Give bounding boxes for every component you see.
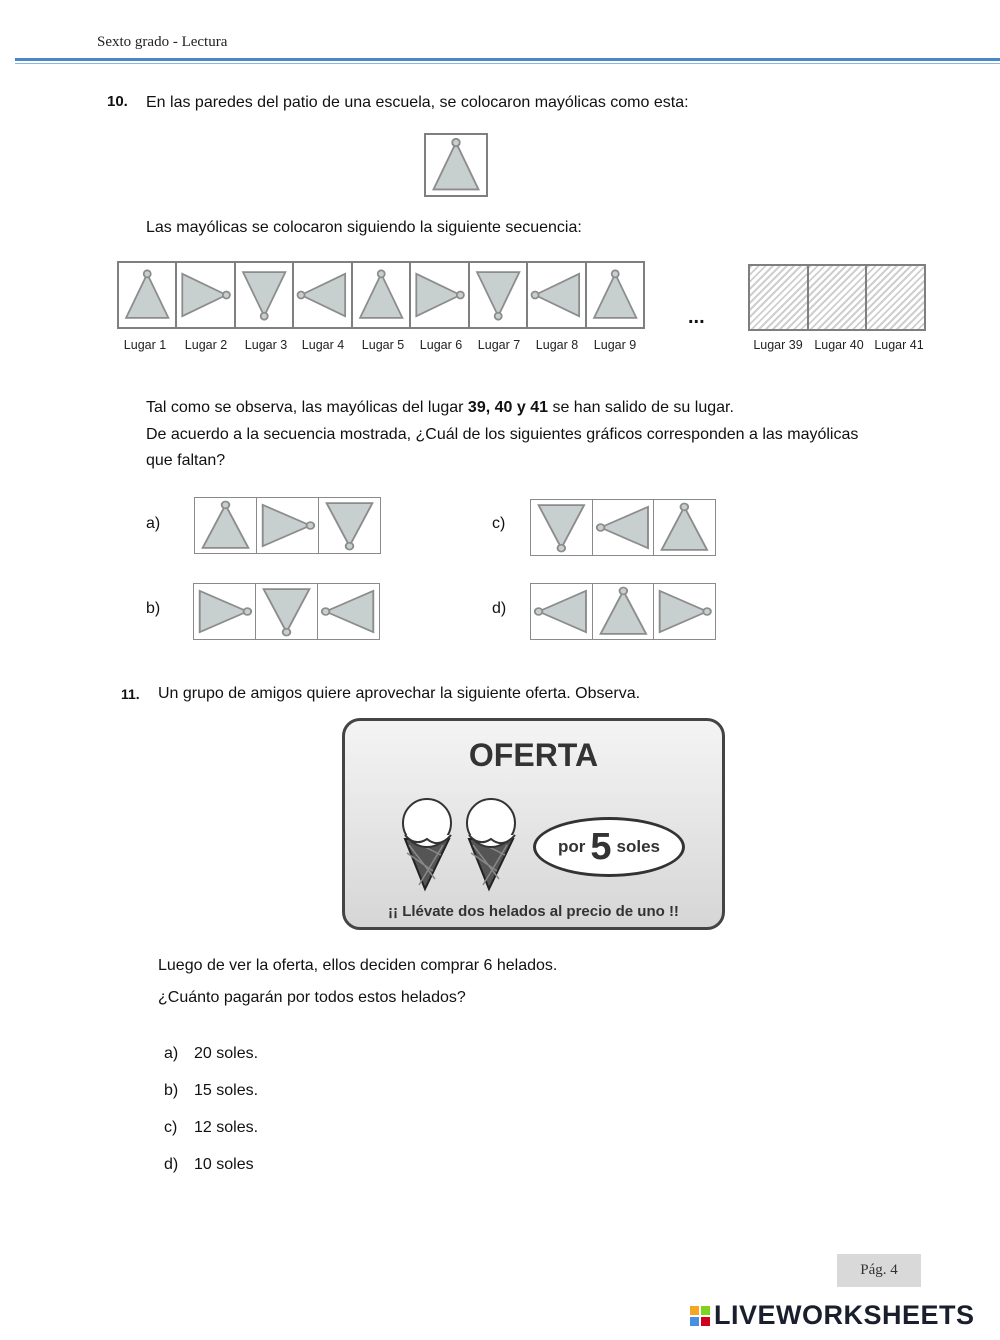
seq-tile-3	[236, 263, 294, 327]
answer-b-text[interactable]: 15 soles.	[194, 1082, 259, 1099]
price-currency: soles	[616, 837, 660, 856]
brand-name: LIVEWORKSHEETS	[714, 1300, 975, 1330]
sequence-ellipsis: ...	[688, 306, 705, 328]
option-c-label[interactable]: c)	[492, 515, 506, 532]
missing-tile-40	[809, 266, 868, 329]
seq-tile-4	[294, 263, 352, 327]
q10-question-line2: que faltan?	[146, 452, 226, 469]
lugar-label-6: Lugar 6	[419, 338, 463, 352]
offer-title: OFERTA	[468, 737, 599, 773]
seq-tile-8	[528, 263, 586, 327]
lugar-label-9: Lugar 9	[593, 338, 637, 352]
option-a-label[interactable]: a)	[146, 515, 161, 532]
lugar-label-8: Lugar 8	[535, 338, 579, 352]
seq-tile-2	[177, 263, 235, 327]
q10-number: 10.	[107, 93, 128, 110]
price-value: 5	[590, 825, 612, 868]
q10-bold-numbers: 39, 40 y 41	[467, 399, 548, 416]
offer-tagline: ¡¡ Llévate dos helados al precio de uno !!	[388, 903, 679, 920]
option-b-label[interactable]: b)	[146, 600, 161, 617]
answer-d-text[interactable]: 10 soles	[194, 1156, 254, 1173]
option-b-tiles[interactable]	[193, 583, 380, 640]
lugar-label-39: Lugar 39	[753, 338, 803, 352]
answer-c-label[interactable]: c)	[164, 1119, 178, 1136]
page-number: Pág. 4	[837, 1254, 921, 1287]
q11-line1: Luego de ver la oferta, ellos deciden comprar 6 helados.	[158, 957, 558, 974]
lugar-label-41: Lugar 41	[874, 338, 924, 352]
q10-question-line1: De acuerdo a la secuencia mostrada, ¿Cuál de los siguientes gráficos corresponden a las mayólicas	[146, 426, 859, 443]
header-rule	[15, 58, 1000, 61]
answer-b-label[interactable]: b)	[164, 1082, 179, 1099]
ice-cream-icon	[395, 793, 459, 893]
answer-c-text[interactable]: 12 soles.	[194, 1119, 259, 1136]
sequence-strip	[117, 261, 645, 329]
header-rule-thin	[15, 63, 1000, 64]
missing-tile-41	[867, 266, 924, 329]
missing-tiles-strip	[748, 264, 926, 331]
option-d-tiles[interactable]	[530, 583, 716, 640]
q10-sequence-intro: Las mayólicas se colocaron siguiendo la siguiente secuencia:	[146, 219, 582, 236]
sample-tile	[424, 133, 488, 197]
lugar-label-2: Lugar 2	[184, 338, 228, 352]
q10-observation-part1: Tal como se observa, las mayólicas del lugar	[146, 399, 468, 416]
lugar-label-3: Lugar 3	[244, 338, 288, 352]
seq-tile-9	[587, 263, 643, 327]
seq-tile-1	[119, 263, 177, 327]
seq-tile-5	[353, 263, 411, 327]
seq-tile-7	[470, 263, 528, 327]
price-badge	[533, 817, 685, 877]
q11-line2: ¿Cuánto pagarán por todos estos helados?	[158, 989, 466, 1006]
logo-blocks-icon	[690, 1306, 710, 1326]
lugar-label-1: Lugar 1	[123, 338, 167, 352]
answer-d-label[interactable]: d)	[164, 1156, 179, 1173]
lugar-label-7: Lugar 7	[477, 338, 521, 352]
offer-card	[342, 718, 725, 930]
brand-logo	[690, 1300, 975, 1331]
q10-observation-part2: se han salido de su lugar.	[548, 399, 734, 416]
q10-intro: En las paredes del patio de una escuela, se colocaron mayólicas como esta:	[146, 94, 689, 111]
option-c-tiles[interactable]	[530, 499, 716, 556]
answer-a-text[interactable]: 20 soles.	[194, 1045, 259, 1062]
price-por: por	[557, 837, 586, 856]
q11-number: 11.	[121, 686, 140, 702]
lugar-label-5: Lugar 5	[361, 338, 405, 352]
answer-a-label[interactable]: a)	[164, 1045, 179, 1062]
q11-intro: Un grupo de amigos quiere aprovechar la siguiente oferta. Observa.	[158, 685, 641, 702]
ice-cream-icon-2	[459, 793, 523, 893]
header-title: Sexto grado - Lectura	[97, 34, 228, 50]
lugar-label-40: Lugar 40	[814, 338, 864, 352]
q10-observation	[146, 399, 734, 417]
option-a-tiles[interactable]	[194, 497, 381, 554]
missing-tile-39	[750, 266, 809, 329]
option-d-label[interactable]: d)	[492, 600, 507, 617]
lugar-label-4: Lugar 4	[301, 338, 345, 352]
seq-tile-6	[411, 263, 469, 327]
